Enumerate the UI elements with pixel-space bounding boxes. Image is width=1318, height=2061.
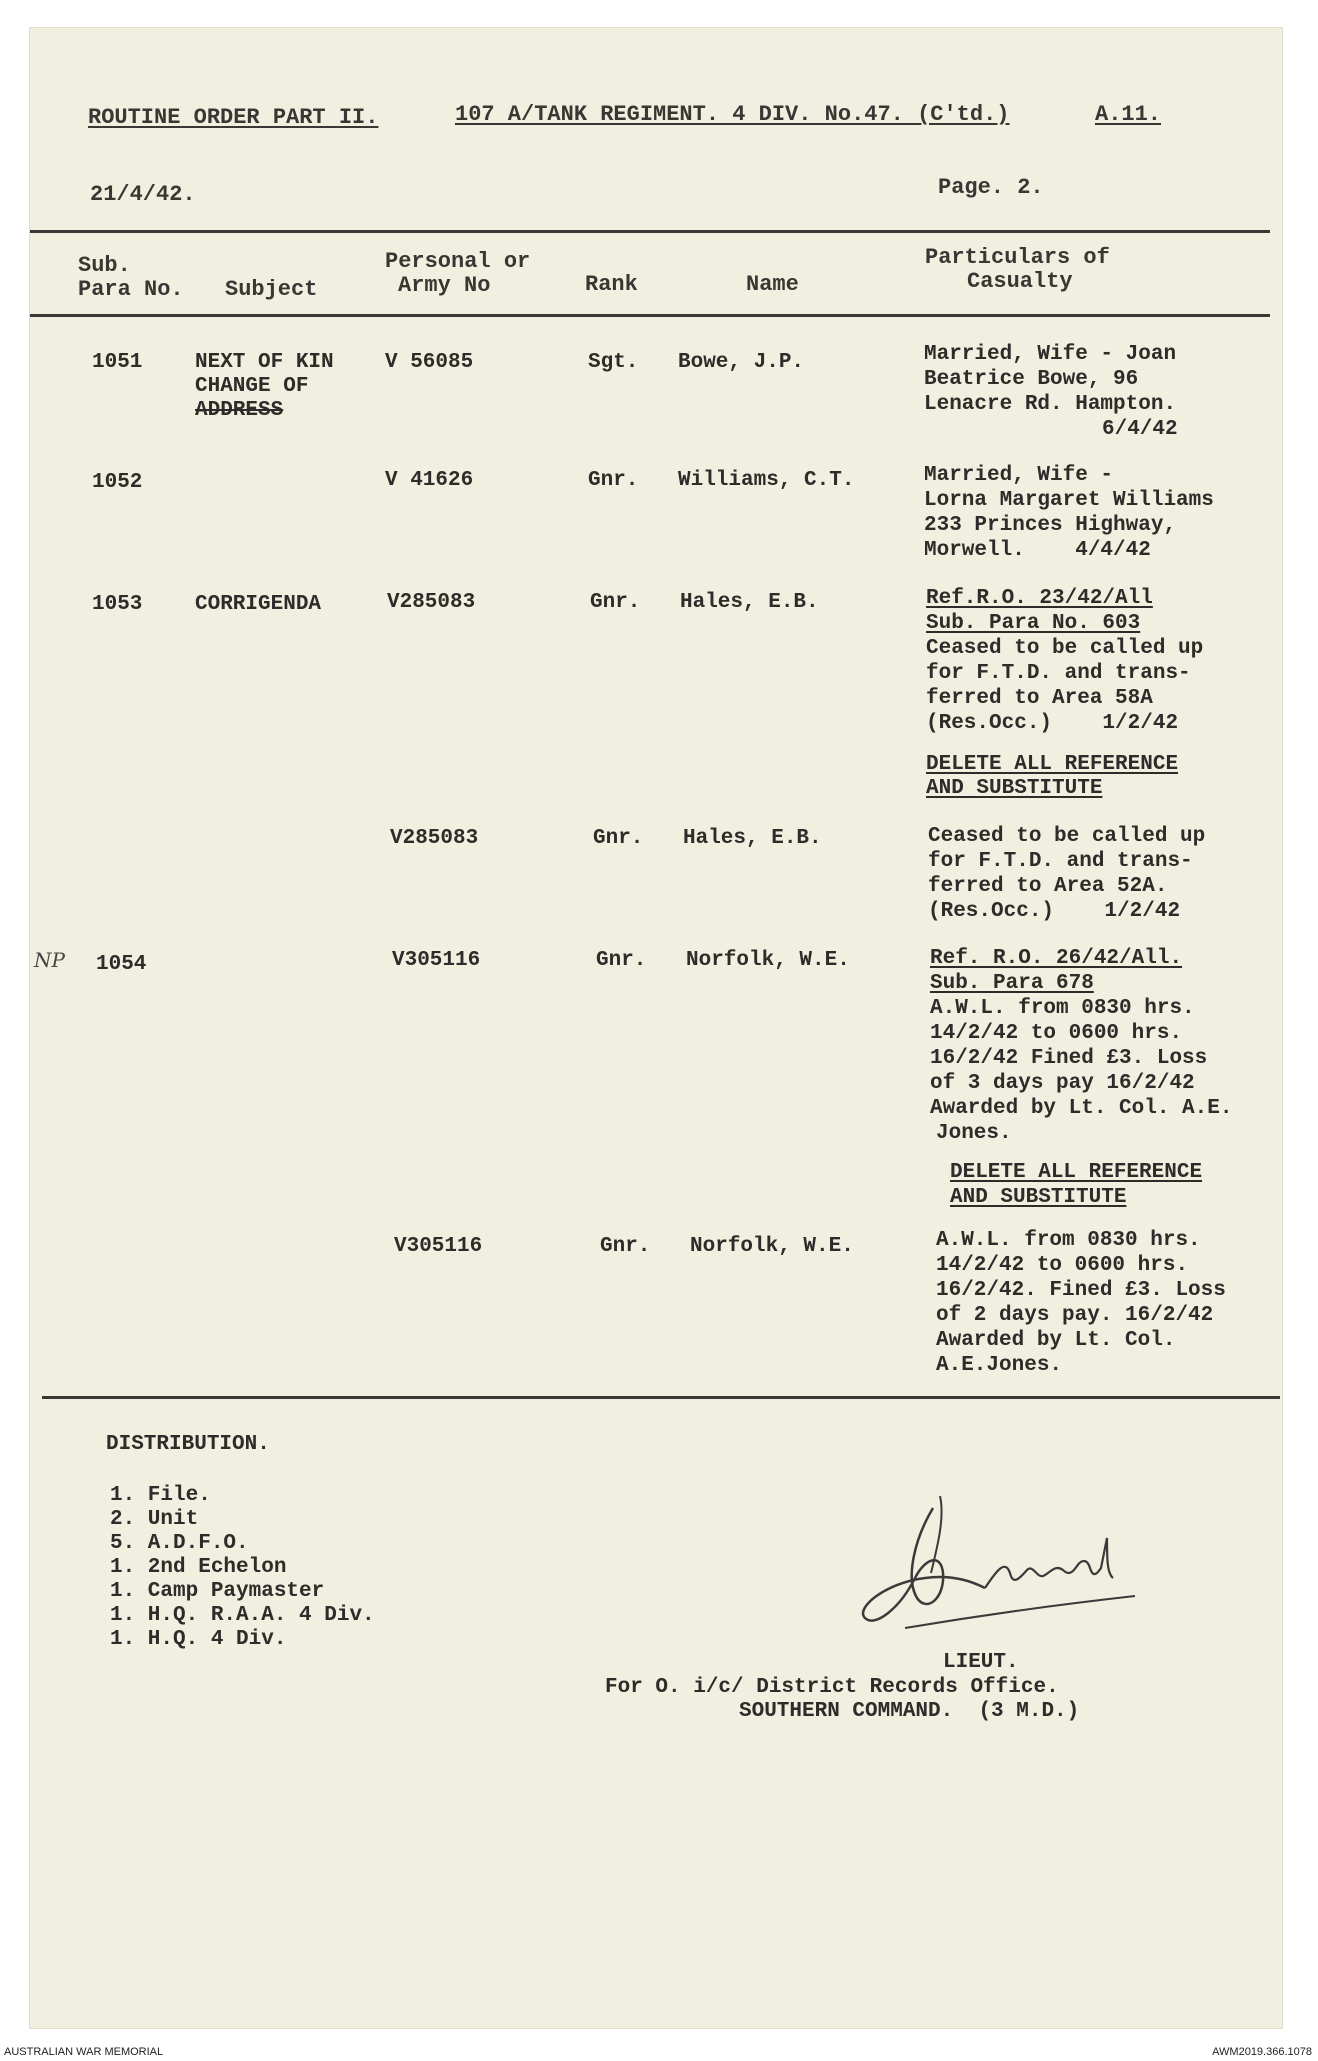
col-sub-para-2: Para No. — [78, 277, 184, 302]
signatory-rank: LIEUT. — [943, 1651, 1019, 1674]
entry-para: 1052 — [92, 471, 143, 494]
routine-order-title: ROUTINE ORDER PART II. — [88, 105, 379, 130]
entry-name: Bowe, J.P. — [678, 351, 805, 374]
substitute-army-no: V305116 — [394, 1235, 483, 1258]
substitute-particulars: A.W.L. from 0830 hrs. — [936, 1229, 1201, 1252]
entry-particulars: Married, Wife - — [924, 464, 1114, 487]
entry-particulars: 14/2/42 to 0600 hrs. — [930, 1022, 1183, 1045]
entry-particulars: Ceased to be called up — [926, 637, 1204, 660]
entry-particulars: Morwell. 4/4/42 — [924, 539, 1151, 562]
distribution-title: DISTRIBUTION. — [106, 1433, 270, 1456]
table-bottom-rule — [42, 1396, 1280, 1399]
document-page — [30, 28, 1282, 2028]
handwritten-signature — [845, 1478, 1145, 1658]
entry-name: Norfolk, W.E. — [686, 949, 850, 972]
substitute-particulars: (Res.Occ.) 1/2/42 — [928, 900, 1181, 923]
entry-para: 1054 — [96, 953, 147, 976]
entry-army-no: V 56085 — [385, 351, 474, 374]
substitute-particulars: 14/2/42 to 0600 hrs. — [936, 1254, 1189, 1277]
header-top-rule — [30, 230, 1270, 233]
entry-army-no: V 41626 — [385, 469, 474, 492]
substitute-particulars: Ceased to be called up — [928, 825, 1206, 848]
delete-instruction: AND SUBSTITUTE — [926, 777, 1103, 800]
entry-particulars: A.W.L. from 0830 hrs. — [930, 997, 1195, 1020]
distribution-item: 1. 2nd Echelon — [110, 1556, 287, 1579]
entry-reference: Sub. Para 678 — [930, 972, 1094, 995]
col-sub-para-1: Sub. — [78, 253, 131, 278]
entry-rank: Gnr. — [590, 591, 641, 614]
entry-subject: NEXT OF KIN — [195, 351, 334, 374]
entry-subject: CORRIGENDA — [195, 593, 322, 616]
entry-rank: Gnr. — [588, 469, 639, 492]
substitute-name: Hales, E.B. — [683, 827, 822, 850]
page-number: Page. 2. — [938, 175, 1044, 200]
signature-command: SOUTHERN COMMAND. (3 M.D.) — [739, 1700, 1080, 1723]
entry-particulars: 16/2/42 Fined £3. Loss — [930, 1047, 1208, 1070]
distribution-item: 5. A.D.F.O. — [110, 1532, 249, 1555]
substitute-particulars: Awarded by Lt. Col. — [936, 1329, 1176, 1352]
order-date: 21/4/42. — [90, 182, 196, 207]
distribution-item: 1. H.Q. R.A.A. 4 Div. — [110, 1604, 375, 1627]
regiment-heading: 107 A/TANK REGIMENT. 4 DIV. No.47. (C'td.) — [455, 102, 1010, 127]
archive-name: AUSTRALIAN WAR MEMORIAL — [4, 2046, 164, 2058]
entry-particulars: Beatrice Bowe, 96 — [924, 368, 1139, 391]
entry-particulars: Married, Wife - Joan — [924, 343, 1177, 366]
entry-particulars: Lorna Margaret Williams — [924, 489, 1214, 512]
entry-reference: Ref.R.O. 23/42/All — [926, 587, 1153, 610]
entry-particulars: (Res.Occ.) 1/2/42 — [926, 712, 1179, 735]
substitute-rank: Gnr. — [593, 827, 644, 850]
col-rank: Rank — [585, 272, 638, 297]
substitute-particulars: ferred to Area 52A. — [928, 875, 1168, 898]
substitute-rank: Gnr. — [600, 1235, 651, 1258]
signature-office: For O. i/c/ District Records Office. — [605, 1676, 1059, 1699]
substitute-name: Norfolk, W.E. — [690, 1235, 854, 1258]
distribution-item: 1. H.Q. 4 Div. — [110, 1628, 287, 1651]
col-army-no-2: Army No — [398, 273, 491, 298]
entry-particulars: Jones. — [936, 1122, 1012, 1145]
archive-footer — [0, 2043, 1318, 2061]
margin-initials: NP — [34, 948, 65, 972]
entry-particulars: ferred to Area 58A — [926, 687, 1153, 710]
entry-reference: Sub. Para No. 603 — [926, 612, 1141, 635]
entry-rank: Sgt. — [588, 351, 639, 374]
distribution-item: 2. Unit — [110, 1508, 199, 1531]
header-bottom-rule — [30, 314, 1270, 317]
order-reference: A.11. — [1095, 102, 1162, 127]
delete-instruction: DELETE ALL REFERENCE — [926, 753, 1179, 776]
entry-army-no: V285083 — [387, 591, 476, 614]
archive-reference: AWM2019.366.1078 — [1212, 2046, 1312, 2058]
col-particulars-1: Particulars of — [925, 245, 1110, 270]
col-subject: Subject — [225, 277, 318, 302]
entry-rank: Gnr. — [596, 949, 647, 972]
substitute-particulars: A.E.Jones. — [936, 1354, 1063, 1377]
delete-instruction: DELETE ALL REFERENCE — [950, 1161, 1203, 1184]
entry-army-no: V305116 — [392, 949, 481, 972]
col-name: Name — [746, 272, 799, 297]
entry-name: Hales, E.B. — [680, 591, 819, 614]
entry-particulars: 6/4/42 — [1102, 418, 1178, 441]
entry-particulars: of 3 days pay 16/2/42 — [930, 1072, 1195, 1095]
delete-instruction: AND SUBSTITUTE — [950, 1186, 1127, 1209]
entry-particulars: Awarded by Lt. Col. A.E. — [930, 1097, 1233, 1120]
entry-subject-struck: ADDRESS — [195, 399, 284, 422]
entry-name: Williams, C.T. — [678, 469, 855, 492]
col-army-no-1: Personal or — [385, 249, 531, 274]
distribution-item: 1. Camp Paymaster — [110, 1580, 325, 1603]
col-particulars-2: Casualty — [967, 269, 1073, 294]
entry-particulars: for F.T.D. and trans- — [926, 662, 1191, 685]
substitute-particulars: for F.T.D. and trans- — [928, 850, 1193, 873]
entry-reference: Ref. R.O. 26/42/All. — [930, 947, 1183, 970]
entry-particulars: 233 Princes Highway, — [924, 514, 1177, 537]
entry-para: 1051 — [92, 351, 143, 374]
distribution-item: 1. File. — [110, 1484, 211, 1507]
entry-subject: CHANGE OF — [195, 375, 309, 398]
substitute-army-no: V285083 — [390, 827, 479, 850]
entry-particulars: Lenacre Rd. Hampton. — [924, 393, 1177, 416]
entry-para: 1053 — [92, 593, 143, 616]
substitute-particulars: of 2 days pay. 16/2/42 — [936, 1304, 1214, 1327]
substitute-particulars: 16/2/42. Fined £3. Loss — [936, 1279, 1226, 1302]
